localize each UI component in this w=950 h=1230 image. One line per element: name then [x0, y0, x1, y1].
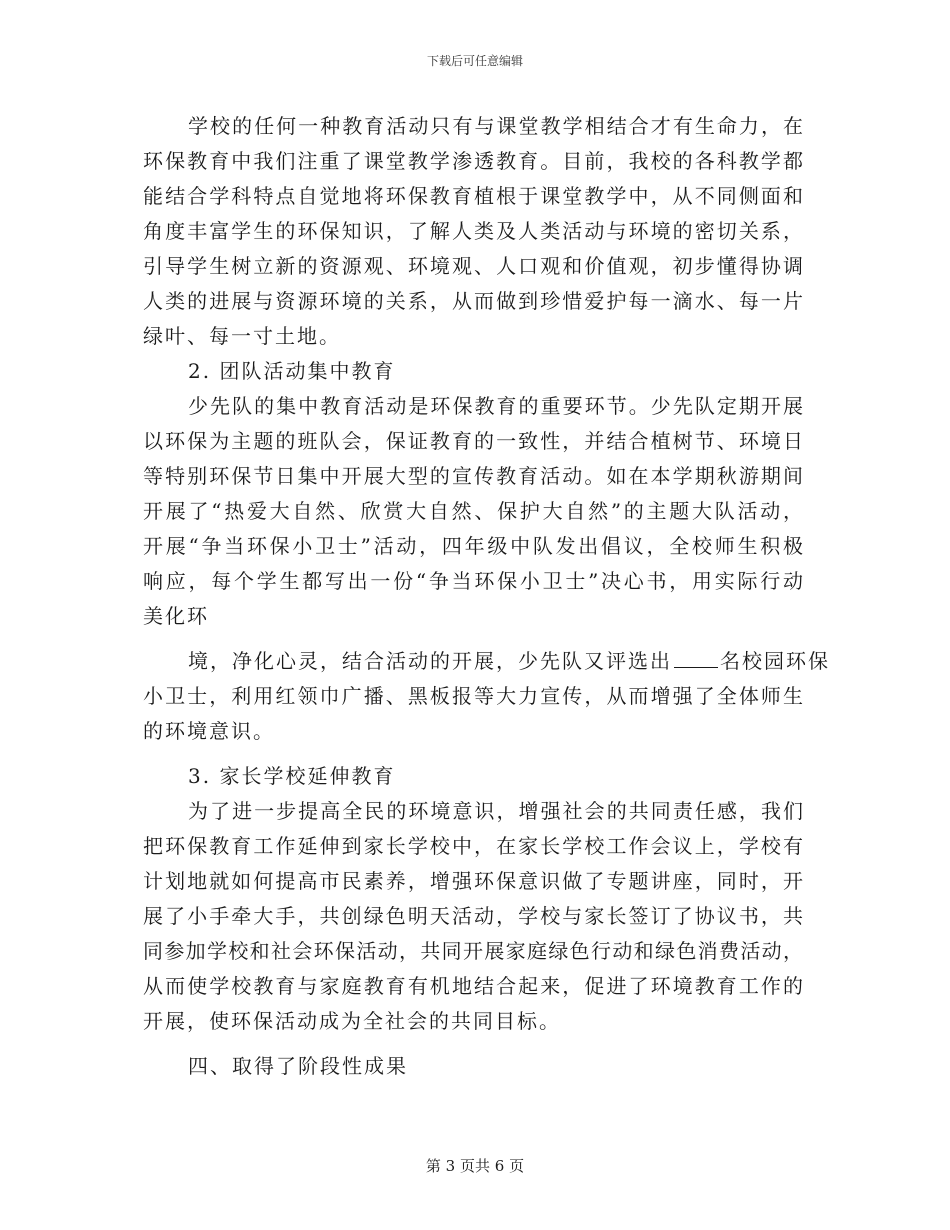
paragraph-line: 为了进一步提高全民的环境意识，增强社会的共同责任感，我们: [188, 799, 803, 823]
paragraph-line: 展了小手牵大手，共创绿色明天活动，学校与家长签订了协议书，共: [143, 904, 803, 928]
paragraph-line: 的环境意识。: [143, 719, 275, 743]
page-header: 下载后可任意编辑: [426, 54, 523, 68]
paragraph-line: 少先队的集中教育活动是环保教育的重要环节。少先队定期开展: [188, 394, 803, 418]
paragraph-line: 从而使学校教育与家庭教育有机地结合起来，促进了环境教育工作的: [143, 974, 803, 998]
section-heading-achievements: 四、取得了阶段性成果: [188, 1054, 408, 1078]
paragraph-line: 以环保为主题的班队会，保证教育的一致性，并结合植树节、环境日: [143, 429, 803, 453]
paragraph-team-activities: [143, 389, 803, 634]
page-number-footer: 第 3 页共 6 页: [425, 1157, 525, 1175]
paragraph-line-with-blank: [143, 644, 830, 679]
paragraph-line: 等特别环保节日集中开展大型的宣传教育活动。如在本学期秋游期间: [143, 464, 803, 488]
paragraph-line: 开展“争当环保小卫士”活动，四年级中队发出倡议，全校师生积极: [143, 534, 803, 558]
paragraph-line: 引导学生树立新的资源观、环境观、人口观和价值观，初步懂得协调: [143, 254, 803, 278]
document-body: [143, 109, 830, 1084]
line-text: 境，净化心灵，结合活动的开展，少先队又评选出: [188, 649, 672, 673]
paragraph-line: 同参加学校和社会环保活动，共同开展家庭绿色行动和绿色消费活动，: [143, 939, 803, 963]
paragraph-line: 美化环: [143, 604, 209, 628]
paragraph-line: 开展，使环保活动成为全社会的共同目标。: [143, 1009, 561, 1033]
paragraph-line: 绿叶、每一寸土地。: [143, 324, 341, 348]
paragraph-line: 人类的进展与资源环境的关系，从而做到珍惜爱护每一滴水、每一片: [143, 289, 803, 313]
paragraph-line: 能结合学科特点自觉地将环保教育植根于课堂教学中，从不同侧面和: [143, 184, 803, 208]
fill-in-blank: [674, 645, 718, 668]
paragraph-line: 计划地就如何提高市民素养，增强环保意识做了专题讲座，同时，开: [143, 869, 803, 893]
paragraph-line: 把环保教育工作延伸到家长学校中，在家长学校工作会议上，学校有: [143, 834, 803, 858]
paragraph-classroom-education: [143, 109, 803, 354]
paragraph-line: 学校的任何一种教育活动只有与课堂教学相结合才有生命力，在: [188, 114, 803, 138]
line-text: 名校园环保: [720, 649, 830, 673]
section-heading-team-activities: 2. 团队活动集中教育: [188, 359, 396, 383]
paragraph-line: 小卫士，利用红领巾广播、黑板报等大力宣传，从而增强了全体师生: [143, 684, 803, 708]
section-heading-parent-school: 3. 家长学校延伸教育: [188, 764, 396, 788]
paragraph-selection-result: [143, 644, 830, 749]
paragraph-line: 环保教育中我们注重了课堂教学渗透教育。目前，我校的各科教学都: [143, 149, 803, 173]
paragraph-line: 角度丰富学生的环保知识，了解人类及人类活动与环境的密切关系，: [143, 219, 803, 243]
paragraph-parent-school: [143, 794, 803, 1039]
paragraph-line: 响应，每个学生都写出一份“争当环保小卫士”决心书，用实际行动: [143, 569, 803, 593]
paragraph-line: 开展了“热爱大自然、欣赏大自然、保护大自然”的主题大队活动，: [143, 499, 803, 523]
